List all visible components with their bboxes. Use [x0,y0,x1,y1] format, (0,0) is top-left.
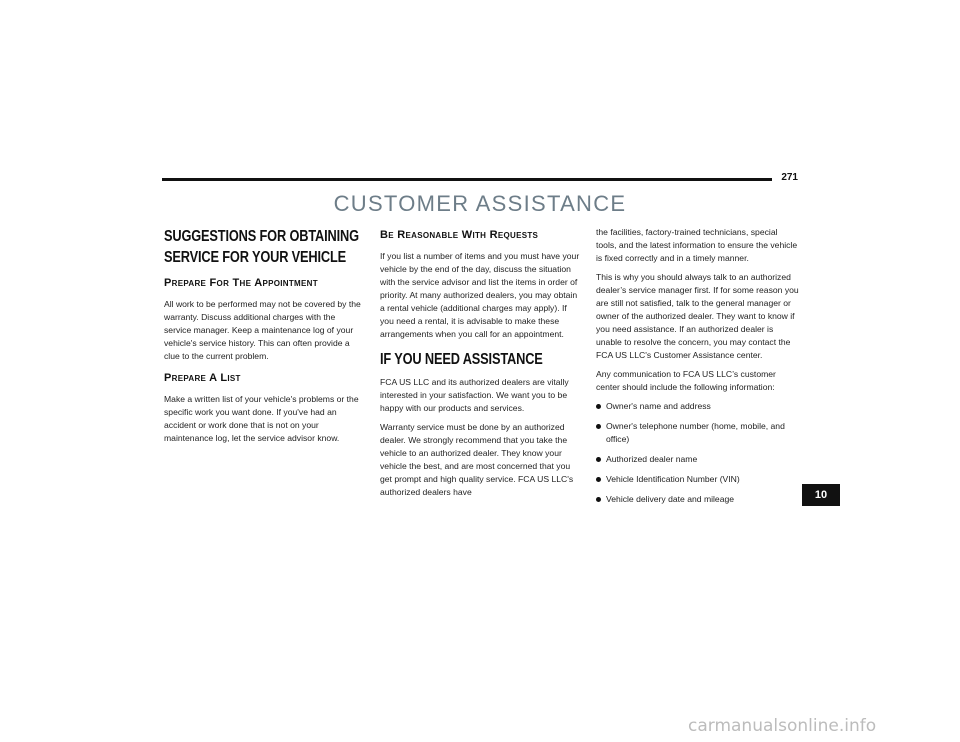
paragraph-warranty-service: Warranty service must be done by an authorized dealer. We strongly recommend that you take the vehicle to an authorized dealer. They know your vehicle the best, and are most concerned that you get prompt and high quality service. FCA US LLC's authorized dealers have [380,422,574,497]
list-item [596,453,800,466]
paragraph-communication: Any communication to FCA US LLC’s customer center should include the following information: [596,369,776,392]
list-item-text: Owner's telephone number (home, mobile, and office) [606,421,785,444]
column-right [596,226,800,513]
section-heading-assistance: IF YOU NEED ASSISTANCE [380,351,543,368]
info-list [596,400,800,506]
watermark: carmanualsonline.info [688,716,877,736]
bullet-icon [596,497,601,502]
list-item-text: Vehicle Identification Number (VIN) [606,474,740,484]
list-item [596,493,800,506]
subheading-prepare-list: Prepare A List [164,372,241,384]
list-item-text: Vehicle delivery date and mileage [606,494,735,504]
section-heading-service: SUGGESTIONS FOR OBTAINING SERVICE FOR YOUR VEHICLE [164,228,359,266]
header-rule [162,178,772,181]
page-number: 271 [781,172,798,183]
paragraph-satisfaction: FCA US LLC and its authorized dealers are vitally interested in your satisfaction. We want you to be happy with our products and services. [380,377,569,413]
list-item [596,400,800,413]
bullet-icon [596,477,601,482]
paragraph-appointment: All work to be performed may not be covered by the warranty. Discuss additional charges with the service manager. Keep a maintenance log of your vehicle's service history. This can often provide a clue to the current problem. [164,299,361,361]
bullet-icon [596,457,601,462]
paragraph-list: Make a written list of your vehicle's problems or the specific work you want done. If you've had an accident or work done that is not on your maintenance log, let the service advisor know. [164,394,359,443]
list-item-text: Owner's name and address [606,401,711,411]
list-item [596,420,800,446]
paragraph-facilities: the facilities, factory-trained technicians, special tools, and the latest information to ensure the vehicle is fixed correctly and in a timely manner. [596,227,798,263]
list-item [596,473,800,486]
chapter-title: CUSTOMER ASSISTANCE [333,191,627,216]
subheading-prepare-appointment: Prepare For The Appointment [164,277,318,289]
column-middle [380,226,580,505]
chapter-tab: 10 [802,484,840,506]
paragraph-requests: If you list a number of items and you must have your vehicle by the end of the day, discuss the situation with the service advisor and list the items in order of priority. At many authorized dealers, you may obtain a rental vehicle (additional charges may apply). If you need a rental, it is advisable to make these arrangements when you call for an appointment. [380,251,580,339]
list-item-text: Authorized dealer name [606,454,698,464]
column-left [164,226,364,451]
paragraph-service-manager: This is why you should always talk to an authorized dealer’s service manager first. If for some reason you are still not satisfied, talk to the general manager or owner of the authorized dealer. They want to know if you need assistance. If an authorized dealer is unable to resolve the concern, you may contact the FCA US LLC's Customer Assistance center. [596,272,799,360]
bullet-icon [596,424,601,429]
subheading-reasonable-requests: Be Reasonable With Requests [380,229,539,241]
bullet-icon [596,404,601,409]
